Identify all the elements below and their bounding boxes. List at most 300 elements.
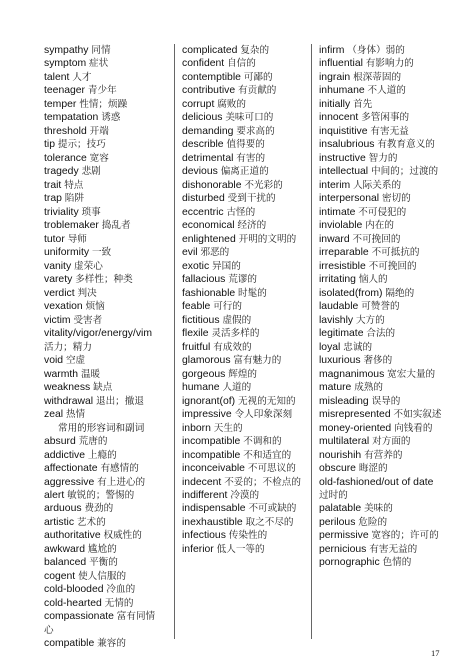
english-term: loyal bbox=[319, 341, 341, 353]
english-term: balanced bbox=[44, 557, 87, 569]
vocab-entry bbox=[319, 111, 443, 124]
english-term: cogent bbox=[44, 570, 76, 582]
chinese-meaning: 可行的 bbox=[213, 301, 242, 313]
column-divider-1 bbox=[174, 44, 175, 639]
chinese-meaning: 平衡的 bbox=[89, 557, 118, 569]
chinese-meaning: 敏锐的；警惕的 bbox=[67, 489, 135, 501]
vocab-entry bbox=[182, 219, 304, 232]
english-term: fallacious bbox=[182, 274, 226, 286]
chinese-meaning: 取之不尽的 bbox=[245, 516, 294, 528]
vocab-entry bbox=[182, 300, 304, 313]
vocab-entry bbox=[44, 529, 162, 542]
english-term: flexile bbox=[182, 328, 209, 340]
vocab-entry bbox=[182, 502, 304, 515]
chinese-meaning: 青少年 bbox=[87, 85, 117, 97]
chinese-meaning: 权威性的 bbox=[103, 530, 142, 542]
english-term: vexation bbox=[44, 301, 83, 313]
chinese-meaning: 空虚 bbox=[65, 355, 86, 367]
english-term: isolated(from) bbox=[319, 287, 383, 299]
chinese-meaning: 宽容 bbox=[89, 152, 109, 164]
vocab-entry bbox=[44, 583, 162, 596]
chinese-meaning: 不和适宜的 bbox=[243, 449, 292, 461]
chinese-meaning: 症状 bbox=[89, 58, 109, 70]
chinese-meaning: 可赞誉的 bbox=[361, 301, 400, 313]
vocab-entry bbox=[182, 327, 304, 340]
vocab-entry bbox=[44, 111, 162, 124]
english-term: verdict bbox=[44, 287, 75, 299]
vocab-entry bbox=[44, 408, 162, 421]
vocab-entry bbox=[182, 273, 304, 286]
page-number: 17 bbox=[431, 648, 440, 658]
vocab-entry bbox=[182, 354, 304, 367]
chinese-meaning: 费劲的 bbox=[84, 503, 114, 515]
english-term: evil bbox=[182, 247, 198, 259]
english-term: inexhaustible bbox=[182, 516, 243, 528]
chinese-meaning: 有成效的 bbox=[213, 341, 252, 353]
chinese-meaning: 辉煌的 bbox=[228, 368, 258, 380]
chinese-meaning: 对方面的 bbox=[372, 436, 411, 448]
vocab-entry bbox=[182, 98, 304, 111]
vocab-entry bbox=[319, 125, 443, 138]
vocab-entry bbox=[44, 260, 162, 273]
chinese-meaning: 有感情的 bbox=[100, 463, 139, 475]
english-term: exotic bbox=[182, 260, 210, 272]
english-term: lavishly bbox=[319, 314, 354, 326]
chinese-meaning: 美味可口的 bbox=[225, 112, 274, 124]
vocab-entry bbox=[44, 327, 162, 354]
section-heading: 常用的形容词和副词 bbox=[58, 422, 145, 434]
vocab-entry bbox=[44, 138, 162, 151]
english-term: withdrawal bbox=[44, 395, 94, 407]
chinese-meaning: 宽容的；许可的 bbox=[371, 530, 439, 542]
english-term: ignorant(of) bbox=[182, 395, 236, 407]
chinese-meaning: 不妥的；不检点的 bbox=[224, 476, 301, 488]
chinese-meaning: 多样性；种类 bbox=[75, 274, 133, 286]
chinese-meaning: 有教育意义的 bbox=[377, 139, 435, 151]
chinese-meaning: 不如实叙述 bbox=[393, 409, 442, 421]
chinese-meaning: 大方的 bbox=[355, 314, 385, 326]
english-term: confident bbox=[182, 58, 225, 70]
column-divider-2 bbox=[311, 44, 312, 639]
vocab-entry bbox=[44, 206, 162, 219]
vocab-entry bbox=[319, 138, 443, 151]
english-term: demanding bbox=[182, 125, 234, 137]
vocab-entry bbox=[44, 233, 162, 246]
english-term: talent bbox=[44, 71, 70, 83]
english-term: tragedy bbox=[44, 166, 79, 178]
english-term: teenager bbox=[44, 85, 86, 97]
vocab-entry bbox=[182, 260, 304, 273]
vocab-entry bbox=[319, 476, 443, 503]
vocab-entry bbox=[44, 179, 162, 192]
chinese-meaning: 值得要的 bbox=[226, 139, 265, 151]
chinese-meaning: 一致 bbox=[91, 247, 112, 259]
vocab-entry bbox=[319, 381, 443, 394]
english-term: artistic bbox=[44, 516, 75, 528]
chinese-meaning: 有贡献的 bbox=[238, 85, 277, 97]
english-term: gorgeous bbox=[182, 368, 226, 380]
english-term: weakness bbox=[44, 382, 91, 394]
chinese-meaning: 有害无益 bbox=[370, 125, 409, 137]
vocab-entry bbox=[182, 395, 304, 408]
english-term: symptom bbox=[44, 58, 87, 70]
column-2 bbox=[182, 44, 304, 556]
chinese-meaning: 恼人的 bbox=[358, 274, 388, 286]
chinese-meaning: 忠诚的 bbox=[343, 341, 373, 353]
english-term: authoritative bbox=[44, 530, 101, 542]
chinese-meaning: 危险的 bbox=[358, 516, 388, 528]
chinese-meaning: 异国的 bbox=[212, 260, 241, 272]
vocab-entry bbox=[44, 71, 162, 84]
vocab-entry bbox=[182, 233, 304, 246]
english-term: indifferent bbox=[182, 489, 228, 501]
chinese-meaning: 有影响力的 bbox=[365, 58, 414, 70]
english-term: fictitious bbox=[182, 314, 220, 326]
vocab-entry bbox=[319, 543, 443, 556]
english-term: tutor bbox=[44, 233, 65, 245]
chinese-meaning: 兼容的 bbox=[97, 638, 126, 650]
english-term: vitality/vigor/energy/vim bbox=[44, 328, 152, 340]
english-term: absurd bbox=[44, 436, 76, 448]
vocab-entry bbox=[319, 314, 443, 327]
chinese-meaning: 温暖 bbox=[80, 368, 101, 380]
english-term: instructive bbox=[319, 152, 366, 164]
english-term: victim bbox=[44, 314, 71, 326]
english-term: compatible bbox=[44, 638, 95, 650]
english-term: void bbox=[44, 355, 64, 367]
chinese-meaning: 开端 bbox=[89, 125, 109, 137]
english-term: fashionable bbox=[182, 287, 236, 299]
chinese-meaning: 性情；烦躁 bbox=[79, 98, 128, 110]
vocab-entry bbox=[319, 354, 443, 367]
chinese-meaning: 邪恶的 bbox=[200, 247, 230, 259]
chinese-meaning: 隔绝的 bbox=[385, 287, 415, 299]
english-term: mature bbox=[319, 382, 352, 394]
vocab-entry bbox=[319, 529, 443, 542]
chinese-meaning: 智力的 bbox=[368, 152, 398, 164]
english-term: nourishih bbox=[319, 449, 362, 461]
english-term: infirm bbox=[319, 45, 345, 56]
chinese-meaning: 有营养的 bbox=[364, 449, 403, 461]
vocab-entry bbox=[44, 354, 162, 367]
english-term: addictive bbox=[44, 449, 86, 461]
english-term: aggressive bbox=[44, 476, 95, 488]
vocab-entry bbox=[182, 111, 304, 124]
english-term: compassionate bbox=[44, 611, 114, 623]
chinese-meaning: 不可抵抗的 bbox=[371, 247, 420, 259]
chinese-meaning: 合法的 bbox=[366, 328, 396, 340]
english-term: fruitful bbox=[182, 341, 211, 353]
english-term: triviality bbox=[44, 206, 79, 218]
english-term: delicious bbox=[182, 112, 223, 124]
english-term: arduous bbox=[44, 503, 82, 515]
chinese-meaning: 缺点 bbox=[93, 382, 113, 394]
vocab-entry bbox=[44, 152, 162, 165]
english-term: inviolable bbox=[319, 220, 363, 232]
english-term: initially bbox=[319, 98, 351, 110]
chinese-meaning: 无视的无知的 bbox=[238, 395, 296, 407]
vocab-entry bbox=[182, 341, 304, 354]
vocab-entry bbox=[44, 435, 162, 448]
english-term: disturbed bbox=[182, 193, 225, 205]
english-term: troblemaker bbox=[44, 220, 99, 232]
english-term: glamorous bbox=[182, 355, 231, 367]
vocab-entry bbox=[182, 192, 304, 205]
chinese-meaning: 捣乱者 bbox=[101, 220, 131, 232]
chinese-meaning: 经济的 bbox=[237, 220, 267, 232]
vocab-entry bbox=[44, 516, 162, 529]
vocab-entry bbox=[44, 502, 162, 515]
vocab-entry bbox=[44, 462, 162, 475]
english-term: infectious bbox=[182, 530, 226, 542]
english-term: enlightened bbox=[182, 233, 236, 245]
english-term: legitimate bbox=[319, 328, 364, 340]
vocab-entry bbox=[44, 287, 162, 300]
vocab-entry bbox=[319, 327, 443, 340]
vocab-entry bbox=[44, 610, 162, 637]
chinese-meaning: 令人印象深刻 bbox=[234, 409, 293, 421]
chinese-meaning: 向钱看的 bbox=[394, 422, 433, 434]
vocab-entry bbox=[44, 381, 162, 394]
english-term: tempatation bbox=[44, 112, 99, 124]
english-term: trait bbox=[44, 179, 62, 191]
chinese-meaning: 自信的 bbox=[227, 58, 256, 70]
english-term: cold-hearted bbox=[44, 597, 102, 609]
english-term: inconceivable bbox=[182, 463, 245, 475]
chinese-meaning: 成熟的 bbox=[354, 382, 384, 394]
vocab-entry bbox=[319, 556, 443, 569]
english-term: zeal bbox=[44, 409, 64, 421]
chinese-meaning: 虚荣心 bbox=[74, 260, 103, 272]
chinese-meaning: 有害的 bbox=[236, 152, 266, 164]
english-term: contemptible bbox=[182, 71, 241, 83]
english-term: temper bbox=[44, 98, 77, 110]
vocab-entry bbox=[44, 246, 162, 259]
chinese-meaning: 不调和的 bbox=[243, 436, 282, 448]
vocab-entry bbox=[182, 138, 304, 151]
vocab-entry bbox=[319, 246, 443, 259]
vocab-entry bbox=[319, 462, 443, 475]
english-term: intimate bbox=[319, 206, 356, 218]
vocab-entry bbox=[44, 165, 162, 178]
chinese-meaning: 导师 bbox=[67, 233, 87, 245]
vocab-entry bbox=[44, 192, 162, 205]
chinese-meaning: 不可侵犯的 bbox=[358, 206, 407, 218]
chinese-meaning: 上瘾的 bbox=[87, 449, 117, 461]
chinese-meaning: 腐败的 bbox=[217, 98, 247, 110]
chinese-meaning: 不光彩的 bbox=[244, 179, 283, 191]
chinese-meaning: 有害无益的 bbox=[369, 543, 418, 555]
vocab-entry bbox=[319, 516, 443, 529]
english-term: warmth bbox=[44, 368, 79, 380]
vocab-entry bbox=[319, 273, 443, 286]
vocab-entry bbox=[319, 287, 443, 300]
chinese-meaning: 富有同情心 bbox=[44, 611, 156, 636]
english-term: old-fashioned/out of date bbox=[319, 476, 434, 488]
english-term: money-oriented bbox=[319, 422, 392, 434]
chinese-meaning: （身体）弱的 bbox=[347, 45, 405, 56]
vocab-entry bbox=[319, 152, 443, 165]
english-term: cold-blooded bbox=[44, 584, 104, 596]
english-term: irreparable bbox=[319, 247, 369, 259]
english-term: inhumane bbox=[319, 85, 365, 97]
vocab-entry bbox=[182, 543, 304, 556]
vocab-entry bbox=[319, 219, 443, 232]
chinese-meaning: 艺术的 bbox=[76, 516, 106, 528]
vocab-entry bbox=[319, 502, 443, 515]
vocab-entry bbox=[319, 98, 443, 111]
vocab-entry bbox=[44, 449, 162, 462]
english-term: pernicious bbox=[319, 543, 367, 555]
chinese-meaning: 活力；精力 bbox=[44, 341, 92, 353]
vocab-entry bbox=[182, 71, 304, 84]
english-term: uniformity bbox=[44, 247, 90, 259]
english-term: varety bbox=[44, 274, 73, 286]
vocab-entry bbox=[319, 260, 443, 273]
chinese-meaning: 陷阱 bbox=[64, 193, 84, 205]
english-term: eccentric bbox=[182, 206, 224, 218]
english-term: innocent bbox=[319, 112, 359, 124]
chinese-meaning: 误导的 bbox=[371, 395, 401, 407]
english-term: irresistible bbox=[319, 260, 366, 272]
vocab-entry bbox=[319, 435, 443, 448]
vocab-entry bbox=[44, 543, 162, 556]
vocab-entry bbox=[319, 206, 443, 219]
english-term: laudable bbox=[319, 301, 359, 313]
english-term: complicated bbox=[182, 45, 238, 56]
vocab-entry bbox=[182, 422, 304, 435]
vocab-entry bbox=[44, 273, 162, 286]
english-term: interpersonal bbox=[319, 193, 380, 205]
column-1 bbox=[44, 44, 162, 651]
chinese-meaning: 美味的 bbox=[364, 503, 393, 515]
vocab-entry bbox=[44, 300, 162, 313]
chinese-meaning: 要求高的 bbox=[236, 125, 275, 137]
vocab-entry bbox=[182, 408, 304, 421]
chinese-meaning: 低人一等的 bbox=[216, 543, 265, 555]
vocab-entry bbox=[44, 637, 162, 650]
vocab-entry bbox=[182, 476, 304, 489]
vocab-entry bbox=[182, 462, 304, 475]
vocab-entry bbox=[319, 192, 443, 205]
english-term: multilateral bbox=[319, 436, 370, 448]
chinese-meaning: 受到干扰的 bbox=[227, 193, 276, 205]
chinese-meaning: 提示；技巧 bbox=[57, 139, 106, 151]
vocab-entry bbox=[44, 98, 162, 111]
chinese-meaning: 悲剧 bbox=[81, 166, 101, 178]
english-term: corrupt bbox=[182, 98, 215, 110]
chinese-meaning: 不可或缺的 bbox=[248, 503, 297, 515]
vocab-entry bbox=[319, 165, 443, 178]
vocab-entry bbox=[182, 381, 304, 394]
english-term: luxurious bbox=[319, 355, 361, 367]
english-term: indispensable bbox=[182, 503, 246, 515]
chinese-meaning: 诱惑 bbox=[101, 112, 121, 124]
english-term: perilous bbox=[319, 516, 356, 528]
vocab-entry bbox=[182, 179, 304, 192]
english-term: contributive bbox=[182, 85, 236, 97]
english-term: interim bbox=[319, 179, 351, 191]
chinese-meaning: 烦恼 bbox=[85, 301, 105, 313]
chinese-meaning: 中间的；过渡的 bbox=[371, 166, 439, 178]
chinese-meaning: 荒谬的 bbox=[228, 274, 257, 286]
chinese-meaning: 可鄙的 bbox=[243, 71, 273, 83]
vocab-entry bbox=[319, 422, 443, 435]
chinese-meaning: 受害者 bbox=[73, 314, 103, 326]
chinese-meaning: 不可挽回的 bbox=[352, 233, 401, 245]
english-term: palatable bbox=[319, 503, 362, 515]
vocab-entry bbox=[182, 125, 304, 138]
chinese-meaning: 虚假的 bbox=[222, 314, 252, 326]
english-term: irritating bbox=[319, 274, 356, 286]
vocab-entry bbox=[44, 44, 162, 57]
english-term: inborn bbox=[182, 422, 211, 434]
vocab-entry bbox=[319, 233, 443, 246]
english-term: intellectual bbox=[319, 166, 369, 178]
vocab-entry bbox=[182, 165, 304, 178]
chinese-meaning: 不可思议的 bbox=[247, 463, 296, 475]
english-term: detrimental bbox=[182, 152, 234, 164]
vocab-entry bbox=[182, 287, 304, 300]
vocab-entry bbox=[319, 395, 443, 408]
vocab-entry bbox=[44, 476, 162, 489]
vocab-entry bbox=[182, 246, 304, 259]
chinese-meaning: 不人道的 bbox=[367, 85, 406, 97]
chinese-meaning: 富有魅力的 bbox=[233, 355, 282, 367]
vocab-entry bbox=[44, 570, 162, 583]
vocab-entry bbox=[319, 57, 443, 70]
vocab-entry bbox=[44, 597, 162, 610]
chinese-meaning: 人才 bbox=[72, 71, 92, 83]
english-term: feable bbox=[182, 301, 211, 313]
vocab-entry bbox=[44, 84, 162, 97]
english-term: magnanimous bbox=[319, 368, 385, 380]
english-term: devious bbox=[182, 166, 218, 178]
vocab-entry bbox=[44, 556, 162, 569]
vocab-entry bbox=[319, 71, 443, 84]
chinese-meaning: 宽宏大量的 bbox=[387, 368, 436, 380]
chinese-meaning: 偏离正道的 bbox=[220, 166, 269, 178]
vocab-entry bbox=[319, 44, 443, 57]
vocab-entry bbox=[182, 529, 304, 542]
english-term: describle bbox=[182, 139, 224, 151]
english-term: insalubrious bbox=[319, 139, 375, 151]
chinese-meaning: 密切的 bbox=[381, 193, 411, 205]
vocab-entry bbox=[319, 84, 443, 97]
chinese-meaning: 晦涩的 bbox=[358, 463, 388, 475]
chinese-meaning: 不可挽回的 bbox=[368, 260, 417, 272]
chinese-meaning: 过时的 bbox=[319, 489, 348, 501]
english-term: tolerance bbox=[44, 152, 87, 164]
vocab-entry bbox=[319, 341, 443, 354]
vocab-entry bbox=[182, 152, 304, 165]
vocab-entry bbox=[44, 125, 162, 138]
english-term: tip bbox=[44, 139, 55, 151]
chinese-meaning: 使人信服的 bbox=[78, 570, 127, 582]
english-term: alert bbox=[44, 489, 65, 501]
chinese-meaning: 冷血的 bbox=[106, 584, 136, 596]
vocab-entry bbox=[44, 368, 162, 381]
chinese-meaning: 复杂的 bbox=[240, 45, 270, 56]
chinese-meaning: 有上进心的 bbox=[97, 476, 146, 488]
english-term: awkward bbox=[44, 543, 85, 555]
vocab-entry bbox=[182, 516, 304, 529]
english-term: affectionate bbox=[44, 463, 98, 475]
chinese-meaning: 判决 bbox=[77, 287, 97, 299]
english-term: ingrain bbox=[319, 71, 351, 83]
english-term: humane bbox=[182, 382, 220, 394]
english-term: pornographic bbox=[319, 557, 380, 569]
